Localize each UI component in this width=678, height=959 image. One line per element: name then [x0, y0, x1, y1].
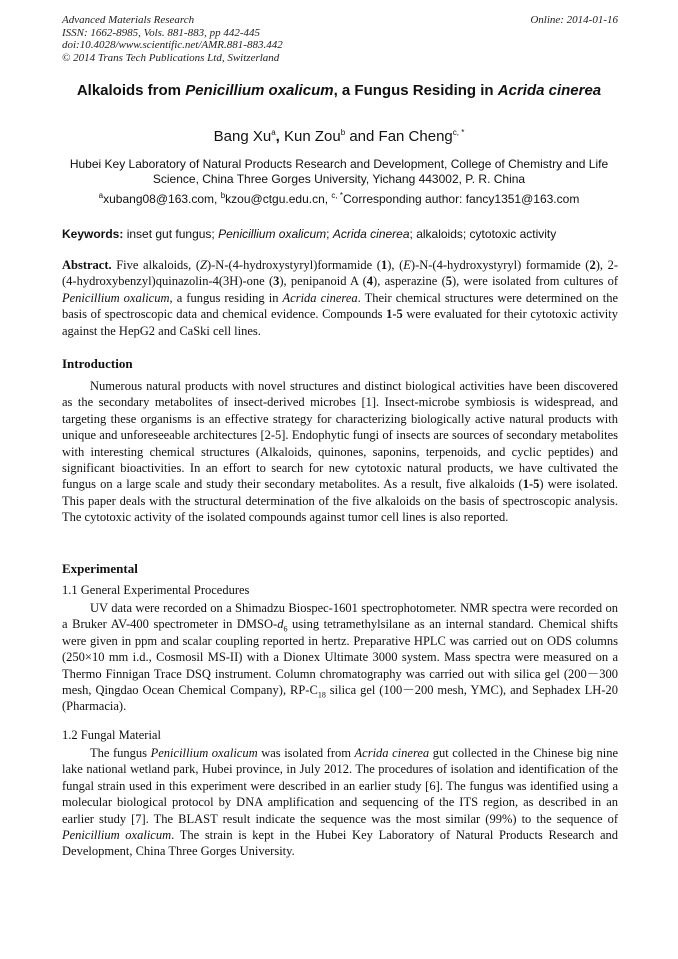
experimental-heading: Experimental — [62, 561, 138, 576]
author-emails: $^a$xubang08@163.com, $^b$kzou@ctgu.edu.cn, $^{c, *}$Corresponding author: fancy1351@163.com — [98, 191, 580, 206]
author-3: Fan Cheng — [378, 128, 453, 145]
author-1: Bang Xu — [213, 128, 272, 145]
section-1-1-heading: 1.1 General Experimental Procedures — [62, 583, 250, 597]
author-2: Kun Zou — [284, 128, 341, 145]
abstract: Abstract. Five alkaloids, (Z)-N-(4-hydroxystyryl)formamide (1), (E)-N-(4-hydroxystyryl) formamide (2), 2-(4-hydroxybenzyl)quinazolin-4(3H)-one (3), penipanoid A (4), asperazine (5), were isolated from cultures of Penicillium oxalicum, a fungus residing in Acrida cinerea. Their chemical structures were determined on the basis of spectroscopic data and chemical evidence. Compounds 1-5 were evaluated for their cytotoxic activity against the HepG2 and CaSki cell lines. — [62, 258, 619, 338]
journal-copyright: © 2014 Trans Tech Publications Ltd, Switzerland — [62, 51, 280, 64]
affiliation: Hubei Key Laboratory of Natural Products Research and Development, College of Chemistry and Life Science, China Three Gorges University, Yichang 443002, P. R. China — [69, 157, 609, 186]
introduction-paragraph: Numerous natural products with novel structures and distinct biological activities have been discovered as the secondary metabolites of insect-derived microbes [1]. Insect-microbe symbiosis is widespread, and targeting these organisms is an effective strategy for characterizing biologically active natural products with unique and unforeseeable architectures [2-5]. Endophytic fungi of insects are sources of secondary metabolites with interesting chemical structures (Alkaloids, quinones, saponins, terpenoids, and cyclic peptides) and significant bioactivities. In an effort to search for new cytotoxic natural products, we have cultivated the fungus on a large scale and study their secondary metabolites. As a result, five alkaloids (1-5) were isolated. This paper deals with the structural determination of the five alkaloids on the basis of spectroscopic analysis. The cytotoxic activity of the isolated compounds against tumor cell lines is also reported. — [62, 379, 619, 525]
section-1-2-heading: 1.2 Fungal Material — [62, 728, 161, 742]
introduction-heading: Introduction — [62, 356, 133, 371]
keywords-label: Keywords: — [62, 227, 124, 241]
section-1-2-paragraph: The fungus Penicillium oxalicum was isolated from Acrida cinerea gut collected in the Chinese big nine lake national wetland park, Hubei province, in July 2012. The procedures of isolation and identification of the fungal strain used in this experiment were described in an earlier study [6]. The fungus was identified using a molecular biological protocol by DNA amplification and sequencing of the ITS region, as described in an earlier study [7]. The BLAST result indicate the sequence was the most similar (99%) to the sequence of Penicillium oxalicum. The strain is kept in the Hubei Key Laboratory of Natural Products Research and Development, China Three Gorges University. — [62, 746, 618, 859]
abstract-label: Abstract. — [62, 258, 112, 272]
section-1-1-paragraph: UV data were recorded on a Shimadzu Biospec-1601 spectrophotometer. NMR spectra were recorded on a Bruker AV-400 spectrometer in DMSO-$d_6$ using tetramethylsilane as an internal standard. Chemical shifts were given in ppm and scalar coupling reported in hertz. Preparative HPLC was carried out on ODS columns (250×10 mm i.d., Cosmosil MS-II) with a Dionex Ultimate 3000 system. Mass spectra were measured on a Thermo Finnigan Trace DSQ instrument. Column chromatography was carried out with silica gel (200－300 mesh, Qingdao Ocean Chemical Company), $RP-C_{18}$ silica gel (100－200 mesh, YMC), and Sephadex LH-20 (Pharmacia). — [62, 601, 618, 714]
keywords: Keywords: inset gut fungus; Penicillium oxalicum; Acrida cinerea; alkaloids; cytotoxic activity — [62, 227, 557, 241]
journal-doi: doi:10.4028/www.scientific.net/AMR.881-883.442 — [62, 39, 283, 51]
journal-header — [62, 14, 618, 64]
paper-title: Alkaloids from Penicillium oxalicum, a Fungus Residing in Acrida cinerea — [76, 82, 602, 99]
journal-issn: ISSN: 1662-8985, Vols. 881-883, pp 442-445 — [62, 26, 260, 39]
author-list: Bang Xu$^a$, Kun Zou$^b$ and Fan Cheng$^{c, *}$ — [213, 128, 465, 145]
online-date: Online: 2014-01-16 — [530, 14, 618, 26]
journal-name: Advanced Materials Research — [62, 14, 195, 26]
